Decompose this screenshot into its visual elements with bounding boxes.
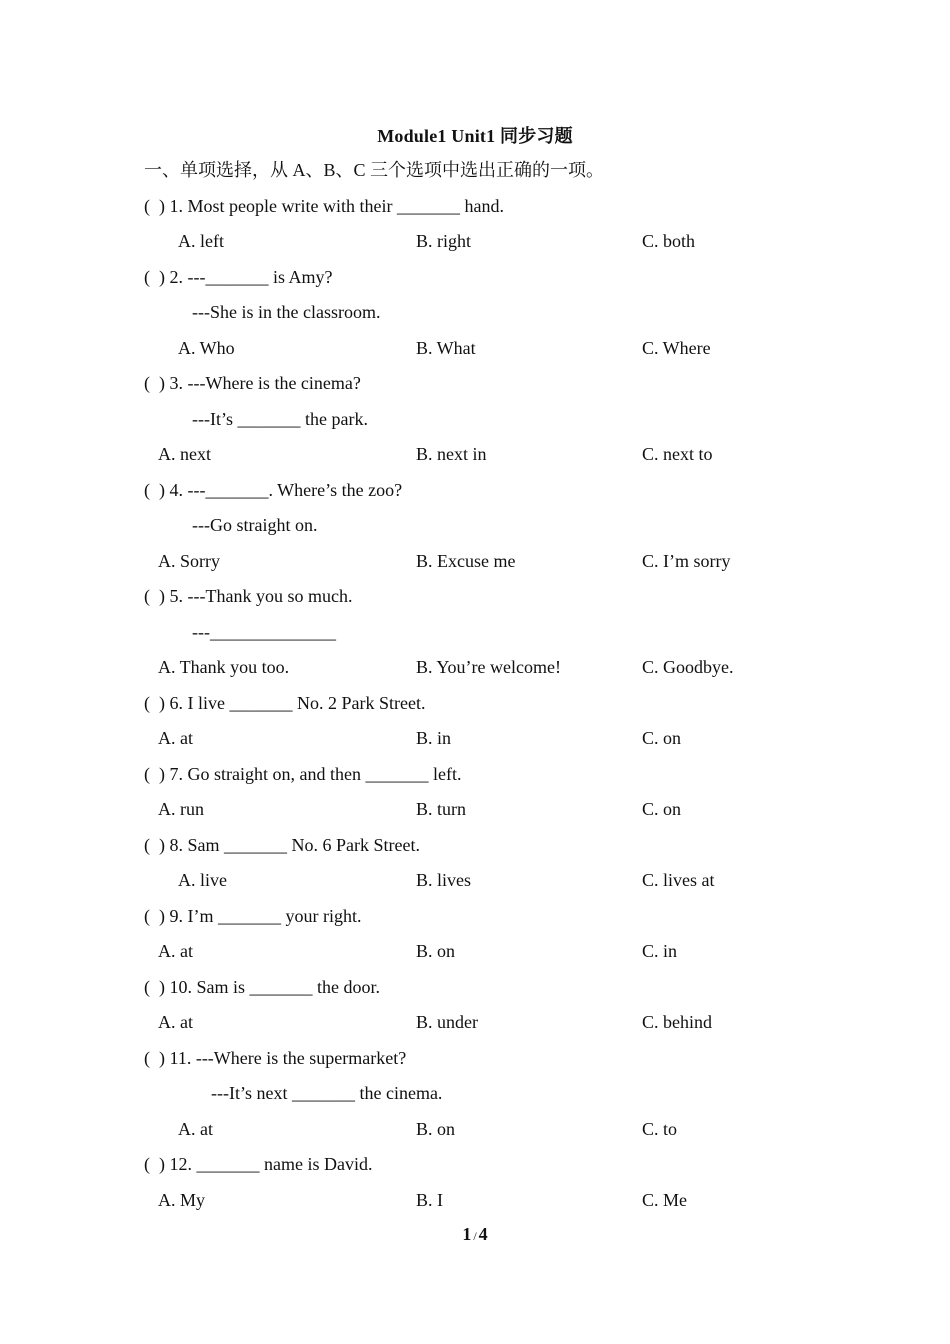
question-3-option-a: A. next	[158, 444, 211, 464]
page-title: Module1 Unit1 同步习题	[377, 126, 573, 146]
question-2-sub: ---She is in the classroom.	[192, 302, 381, 322]
question-5-option-b: B. You’re welcome!	[416, 657, 561, 677]
question-3-stem: ( ) 3. ---Where is the cinema?	[144, 373, 361, 393]
question-2-option-c: C. Where	[642, 338, 711, 358]
question-6-stem: ( ) 6. I live _______ No. 2 Park Street.	[144, 693, 426, 713]
question-10-option-a: A. at	[158, 1012, 193, 1032]
question-3-option-c: C. next to	[642, 444, 713, 464]
page-separator: /	[473, 1229, 477, 1243]
question-7-option-a: A. run	[158, 799, 204, 819]
question-10-option-c: C. behind	[642, 1012, 712, 1032]
question-4-option-b: B. Excuse me	[416, 551, 516, 571]
question-7-option-c: C. on	[642, 799, 682, 819]
question-7-stem: ( ) 7. Go straight on, and then _______ left.	[144, 764, 462, 784]
question-1-stem: ( ) 1. Most people write with their _______ hand.	[144, 196, 504, 216]
question-8-option-c: C. lives at	[642, 870, 715, 890]
question-8-option-b: B. lives	[416, 870, 472, 890]
question-2-option-b: B. What	[416, 338, 476, 358]
question-6-option-c: C. on	[642, 728, 682, 748]
question-4-sub: ---Go straight on.	[192, 515, 318, 535]
question-2-option-a: A. Who	[178, 338, 235, 358]
question-12-stem: ( ) 12. _______ name is David.	[144, 1154, 373, 1174]
question-11-option-c: C. to	[642, 1119, 678, 1139]
question-9-option-c: C. in	[642, 941, 678, 961]
question-4-option-a: A. Sorry	[158, 551, 220, 571]
question-3-option-b: B. next in	[416, 444, 487, 464]
question-6-option-a: A. at	[158, 728, 193, 748]
question-5-sub: ---______________	[192, 622, 336, 642]
question-11-option-a: A. at	[178, 1119, 213, 1139]
question-10-option-b: B. under	[416, 1012, 478, 1032]
question-12-option-b: B. I	[416, 1190, 443, 1210]
question-6-option-b: B. in	[416, 728, 452, 748]
question-2-stem: ( ) 2. ---_______ is Amy?	[144, 267, 333, 287]
question-1-option-b: B. right	[416, 231, 472, 251]
question-9-option-b: B. on	[416, 941, 456, 961]
total-pages: 4	[478, 1224, 488, 1244]
question-10-stem: ( ) 10. Sam is _______ the door.	[144, 977, 380, 997]
current-page: 1	[462, 1224, 472, 1244]
question-8-stem: ( ) 8. Sam _______ No. 6 Park Street.	[144, 835, 420, 855]
question-1-option-c: C. both	[642, 231, 696, 251]
question-12-option-c: C. Me	[642, 1190, 687, 1210]
question-11-sub: ---It’s next _______ the cinema.	[211, 1083, 443, 1103]
question-9-stem: ( ) 9. I’m _______ your right.	[144, 906, 362, 926]
question-8-option-a: A. live	[178, 870, 227, 890]
question-11-option-b: B. on	[416, 1119, 456, 1139]
page-number	[0, 1224, 950, 1245]
question-11-stem: ( ) 11. ---Where is the supermarket?	[144, 1048, 407, 1068]
question-9-option-a: A. at	[158, 941, 193, 961]
question-3-sub: ---It’s _______ the park.	[192, 409, 368, 429]
question-5-option-a: A. Thank you too.	[158, 657, 290, 677]
question-4-stem: ( ) 4. ---_______. Where’s the zoo?	[144, 480, 403, 500]
question-12-option-a: A. My	[158, 1190, 206, 1210]
question-5-stem: ( ) 5. ---Thank you so much.	[144, 586, 353, 606]
question-7-option-b: B. turn	[416, 799, 467, 819]
question-5-option-c: C. Goodbye.	[642, 657, 734, 677]
section-heading: 一、单项选择，从 A、B、C 三个选项中选出正确的一项。	[144, 160, 605, 180]
question-1-option-a: A. left	[178, 231, 224, 251]
question-4-option-c: C. I’m sorry	[642, 551, 731, 571]
